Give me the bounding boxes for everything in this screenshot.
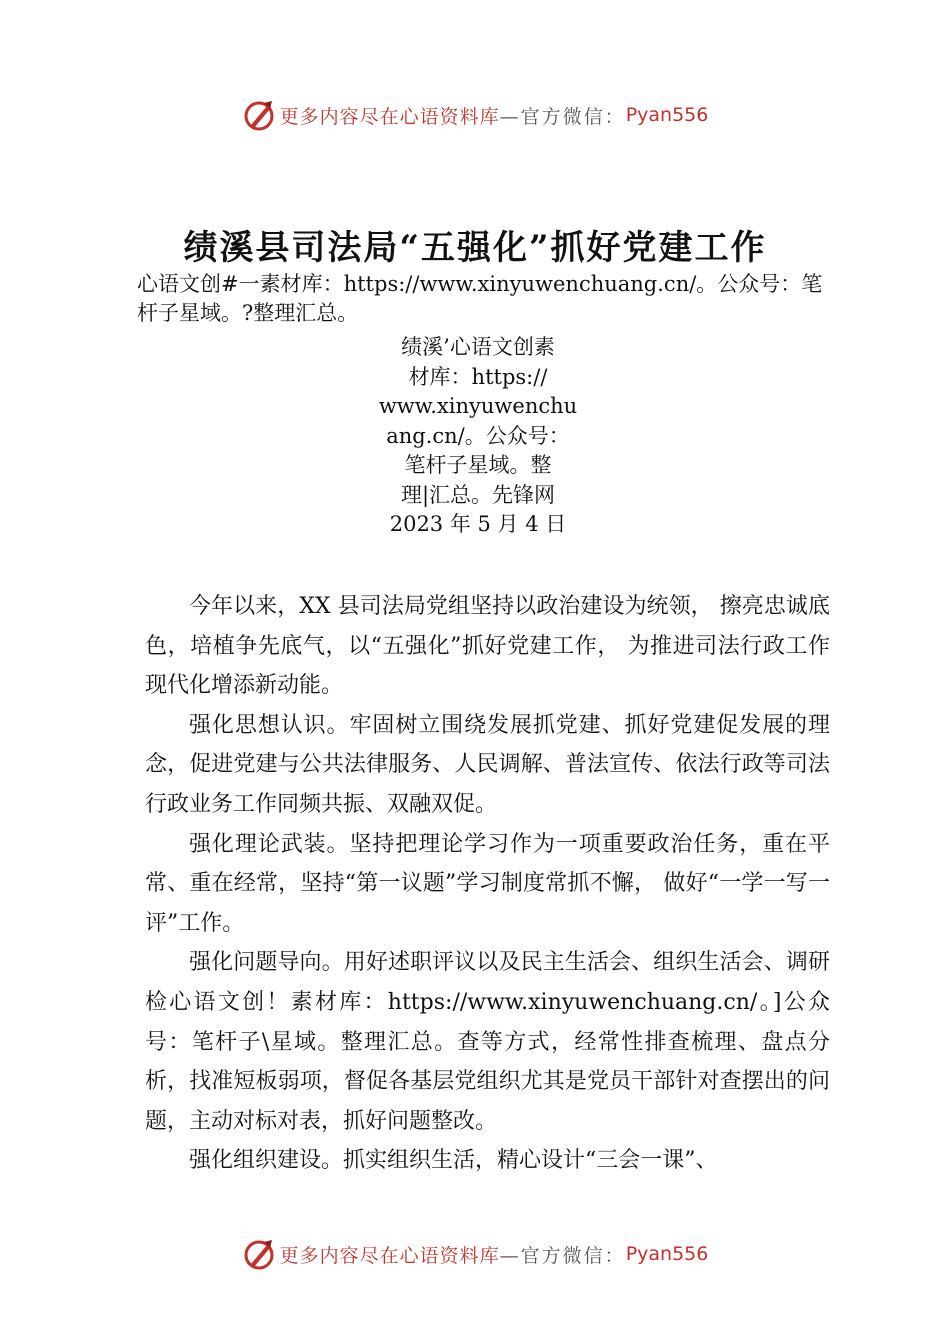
body-paragraph: 强化理论武装。坚持把理论学习作为一项重要政治任务，重在平常、重在经常，坚持“第一议题”学习制度常抓不懈， 做好“一学一写一评”工作。	[145, 831, 830, 936]
byline-line: 材库：https://	[408, 364, 548, 389]
source-note: 心语文创#一素材库：https://www.xinyuwenchuang.cn/。公众号：笔杆子星域。?整理汇总。	[137, 272, 823, 325]
byline	[378, 333, 578, 540]
document-body	[145, 587, 830, 1181]
byline-date: 2023 年 5 月 4 日	[389, 512, 567, 536]
body-paragraph: 强化思想认识。牢固树立围绕发展抓党建、抓好党建促发展的理念，促进党建与公共法律服务、人民调解、普法宣传、依法行政等司法行政业务工作同频共振、双融双促。	[145, 712, 830, 817]
body-paragraph: 强化问题导向。用好述职评议以及民主生活会、组织生活会、调研检心语文创！素材库：https://www.xinyuwenchuang.cn/。]公众号：笔杆子\星域。整理汇总。查等方式，经常性排查梳理、盘点分析，找准短板弱项，督促各基层党组织尤其是党员干部针对查摆出的问题，主动对标对表，抓好问题整改。	[145, 950, 830, 1134]
document-title: 绩溪县司法局“五强化”抓好党建工作	[183, 228, 767, 268]
body-paragraph: 今年以来，XX 县司法局党组坚持以政治建设为统领， 擦亮忠诚底色，培植争先底气，以“五强化”抓好党建工作， 为推进司法行政工作现代化增添新动能。	[145, 594, 830, 699]
byline-line: 理|汇总。先锋网	[400, 482, 556, 507]
banner-wechat-id: Pyan556	[625, 1243, 709, 1265]
banner-sub-text: —官方微信：	[499, 105, 626, 128]
banner-main-text: 更多内容尽在心语资料库	[279, 1244, 500, 1267]
byline-line: 笔杆子星域。整	[404, 453, 552, 477]
byline-line: 绩溪’心语文创素	[401, 335, 555, 359]
pen-logo-icon	[242, 98, 276, 132]
pen-logo-icon	[242, 1237, 276, 1271]
byline-line: www.xinyuwenchu	[378, 394, 578, 418]
body-paragraph: 强化组织建设。抓实组织生活，精心设计“三会一课”、	[189, 1148, 718, 1174]
byline-line: ang.cn/。公众号：	[386, 423, 570, 448]
banner-sub-text: —官方微信：	[499, 1244, 626, 1267]
header-banner	[0, 95, 950, 135]
banner-main-text: 更多内容尽在心语资料库	[279, 105, 500, 128]
footer-banner	[0, 1234, 950, 1274]
banner-wechat-id: Pyan556	[625, 104, 709, 126]
